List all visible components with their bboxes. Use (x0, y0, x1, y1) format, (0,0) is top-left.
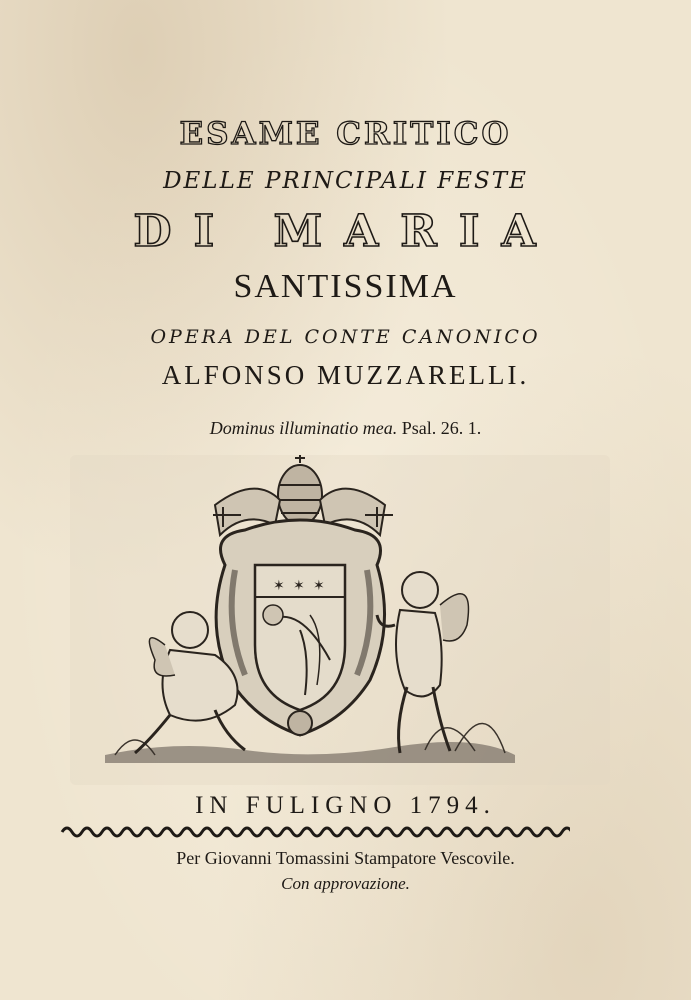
epigraph (0, 418, 691, 439)
svg-text:✶: ✶ (313, 578, 325, 594)
imprint-place-year: IN FULIGNO 1794. (195, 792, 496, 819)
epigraph-reference: Psal. 26. 1. (401, 418, 482, 438)
approval-line: Con approvazione. (281, 874, 410, 893)
coat-of-arms-with-putti-icon (95, 455, 525, 775)
svg-text:✶: ✶ (273, 578, 285, 594)
author-name: ALFONSO MUZZARELLI. (161, 360, 530, 390)
title-line-1: ESAME CRITICO (179, 116, 512, 152)
title-line-4: SANTISSIMA (233, 268, 458, 305)
svg-text:✶: ✶ (293, 578, 305, 594)
ornamental-rule-icon (60, 822, 570, 842)
title-line-3: DI MARIA (133, 206, 558, 257)
epigraph-text: Dominus illuminatio mea. (209, 418, 398, 438)
printer-line: Per Giovanni Tomassini Stampatore Vescovile. (176, 848, 515, 868)
title-line-2: DELLE PRINCIPALI FESTE (163, 168, 528, 194)
author-intro: OPERA DEL CONTE CANONICO (150, 326, 541, 348)
